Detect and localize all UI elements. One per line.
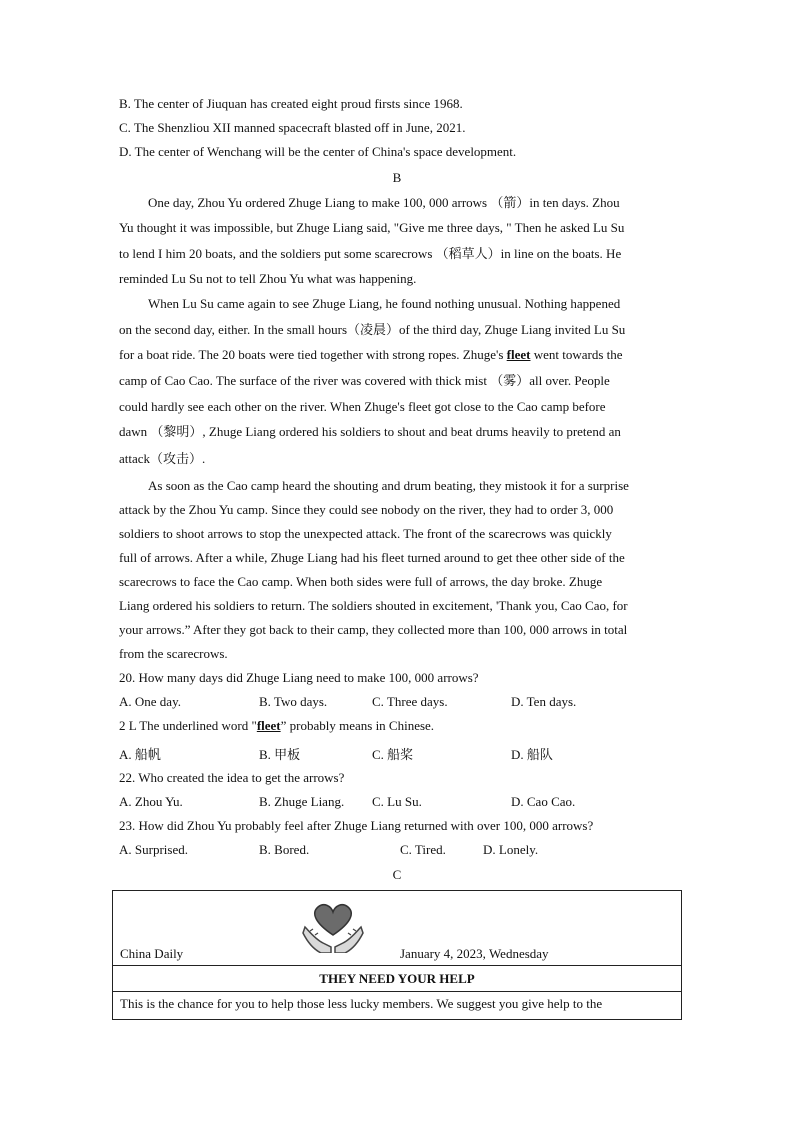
- newspaper-date: January 4, 2023, Wednesday: [400, 946, 549, 961]
- q21-option-b: B. 甲板: [259, 747, 301, 762]
- heart-hands-icon: [301, 901, 365, 953]
- q21-option-a: A. 船帆: [119, 747, 161, 762]
- p1-line: Yu thought it was impossible, but Zhuge Liang said, "Give me three days, " Then he asked Lu Su: [119, 220, 625, 235]
- q20-option-a: A. One day.: [119, 694, 181, 709]
- p3-line: soldiers to shoot arrows to stop the unexpected attack. The front of the scarecrows was quickly: [119, 526, 612, 541]
- q21-option-d: D. 船队: [511, 747, 553, 762]
- prev-option-b: B. The center of Jiuquan has created eight proud firsts since 1968.: [119, 96, 463, 111]
- divider: [113, 965, 681, 966]
- p1-line: One day, Zhou Yu ordered Zhuge Liang to make 100, 000 arrows （箭）in ten days. Zhou: [148, 195, 620, 210]
- newspaper-box: [112, 890, 682, 1020]
- p2-line-with-fleet: [119, 347, 623, 363]
- q21-stem-pre: 2 L The underlined word ": [119, 718, 257, 733]
- headline: THEY NEED YOUR HELP: [319, 971, 475, 986]
- box-first-line: This is the chance for you to help those less lucky members. We suggest you give help to the: [120, 996, 603, 1011]
- q22-option-d: D. Cao Cao.: [511, 794, 576, 809]
- p2-line: on the second day, either. In the small hours（凌晨）of the third day, Zhuge Liang invited Lu Su: [119, 322, 626, 337]
- p2-line: dawn （黎明）, Zhuge Liang ordered his soldiers to shout and beat drums heavily to pretend an: [119, 424, 621, 439]
- q23-option-c: C. Tired.: [400, 842, 446, 857]
- question-22: 22. Who created the idea to get the arrows?: [119, 770, 345, 785]
- p2-line: could hardly see each other on the river. When Zhuge's fleet got close to the Cao camp before: [119, 399, 606, 414]
- q23-option-a: A. Surprised.: [119, 842, 188, 857]
- question-23: 23. How did Zhou Yu probably feel after Zhuge Liang returned with over 100, 000 arrows?: [119, 818, 594, 833]
- p2-line: attack（攻击）.: [119, 451, 206, 466]
- p2-text: for a boat ride. The 20 boats were tied together with strong ropes. Zhuge's: [119, 347, 504, 362]
- p2-line: camp of Cao Cao. The surface of the river was covered with thick mist （雾）all over. People: [119, 373, 610, 388]
- section-c-label: C: [392, 867, 402, 882]
- q21-underlined-word: fleet: [256, 718, 281, 733]
- p3-line: attack by the Zhou Yu camp. Since they could see nobody on the river, they had to order 3, 000: [119, 502, 614, 517]
- newspaper-name: China Daily: [120, 946, 184, 961]
- p1-line: to lend I him 20 boats, and the soldiers put some scarecrows （稻草人）in line on the boats. He: [119, 246, 622, 261]
- q21-stem-post: ” probably means in Chinese.: [280, 718, 435, 733]
- p3-line: Liang ordered his soldiers to return. The soldiers shouted in excitement, 'Thank you, Cao Cao, for: [119, 598, 628, 613]
- underlined-word-fleet: fleet: [506, 347, 531, 362]
- q23-option-d: D. Lonely.: [483, 842, 539, 857]
- prev-option-c: C. The Shenzliou XII manned spacecraft blasted off in June, 2021.: [119, 120, 466, 135]
- q20-option-d: D. Ten days.: [511, 694, 577, 709]
- q20-option-c: C. Three days.: [372, 694, 448, 709]
- q22-option-a: A. Zhou Yu.: [119, 794, 183, 809]
- question-20: 20. How many days did Zhuge Liang need to make 100, 000 arrows?: [119, 670, 479, 685]
- question-21: [119, 718, 434, 734]
- p3-line: scarecrows to face the Cao camp. When both sides were full of arrows, the day broke. Zhuge: [119, 574, 603, 589]
- p3-line: full of arrows. After a while, Zhuge Liang had his fleet turned around to get thee other side of the: [119, 550, 625, 565]
- section-b-label: B: [392, 170, 402, 185]
- q22-option-b: B. Zhuge Liang.: [259, 794, 345, 809]
- p3-line: your arrows.” After they got back to their camp, they collected more than 100, 000 arrows in total: [119, 622, 628, 637]
- q20-option-b: B. Two days.: [259, 694, 328, 709]
- p3-line: As soon as the Cao camp heard the shouting and drum beating, they mistook it for a surprise: [148, 478, 629, 493]
- prev-option-d: D. The center of Wenchang will be the center of China's space development.: [119, 144, 517, 159]
- q23-option-b: B. Bored.: [259, 842, 310, 857]
- p1-line: reminded Lu Su not to tell Zhou Yu what was happening.: [119, 271, 417, 286]
- p2-text: went towards the: [533, 347, 623, 362]
- divider: [113, 991, 681, 992]
- q21-option-c: C. 船桨: [372, 747, 414, 762]
- p3-line: from the scarecrows.: [119, 646, 228, 661]
- q22-option-c: C. Lu Su.: [372, 794, 422, 809]
- p2-line: When Lu Su came again to see Zhuge Liang, he found nothing unusual. Nothing happened: [148, 296, 621, 311]
